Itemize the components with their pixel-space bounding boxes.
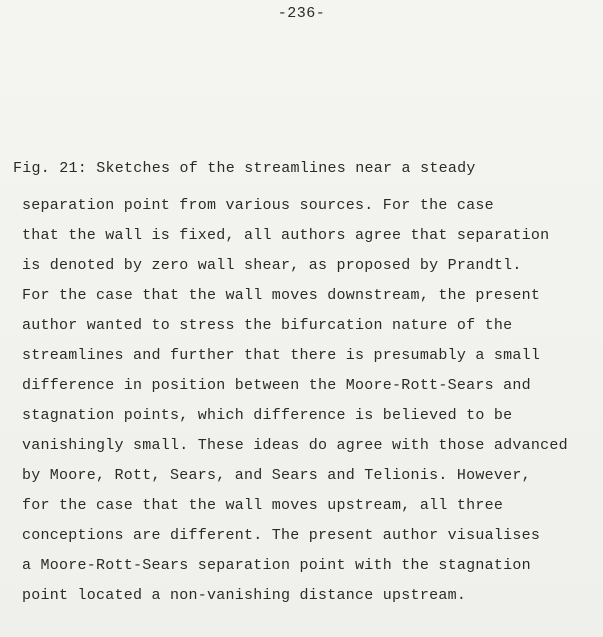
page-number: -236- <box>277 5 326 22</box>
caption-line-1: Fig. 21: Sketches of the streamlines near a steady <box>13 160 476 177</box>
caption-line-10: vanishingly small. These ideas do agree with those advanced <box>22 437 568 454</box>
caption-line-5: For the case that the wall moves downstream, the present <box>22 287 541 304</box>
caption-line-15: point located a non-vanishing distance upstream. <box>22 587 467 604</box>
caption-line-14: a Moore-Rott-Sears separation point with the stagnation <box>22 557 531 574</box>
caption-line-11: by Moore, Rott, Sears, and Sears and Telionis. However, <box>22 467 531 484</box>
caption-line-12: for the case that the wall moves upstream, all three <box>22 497 504 514</box>
caption-line-7: streamlines and further that there is presumably a small <box>22 347 541 364</box>
caption-line-3: that the wall is fixed, all authors agree that separation <box>22 227 550 244</box>
caption-line-4: is denoted by zero wall shear, as proposed by Prandtl. <box>22 257 522 274</box>
caption-line-6: author wanted to stress the bifurcation nature of the <box>22 317 513 334</box>
caption-line-9: stagnation points, which difference is believed to be <box>22 407 513 424</box>
caption-line-13: conceptions are different. The present author visualises <box>22 527 541 544</box>
caption-line-2: separation point from various sources. For the case <box>22 197 494 214</box>
caption-line-8: difference in position between the Moore-Rott-Sears and <box>22 377 531 394</box>
